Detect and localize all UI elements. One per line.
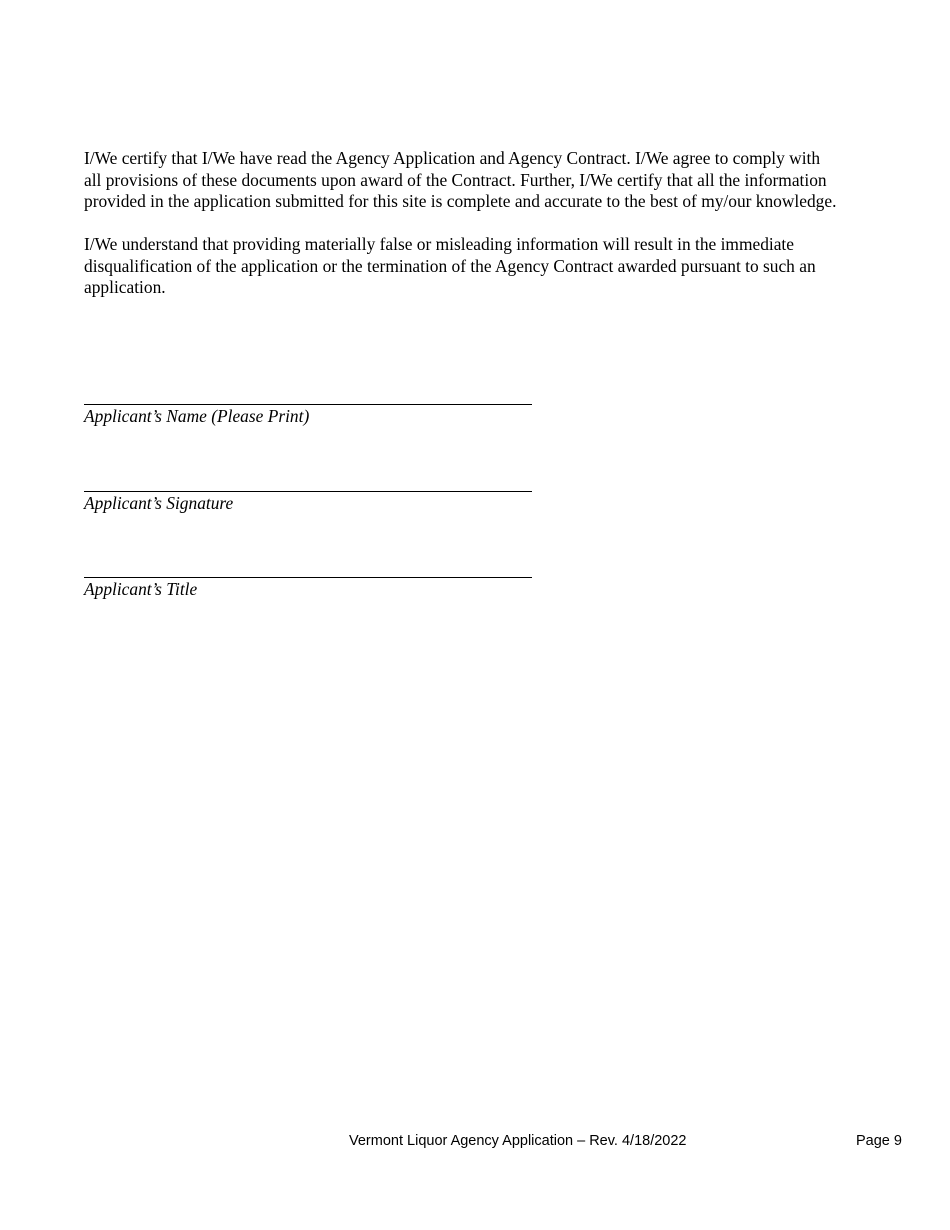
applicant-signature-line [84,491,532,492]
footer-document-title: Vermont Liquor Agency Application – Rev. 4/18/2022 [349,1133,687,1149]
applicant-title-label: Applicant’s Title [84,579,198,599]
applicant-signature-field [84,491,532,514]
footer-page-number: Page 9 [856,1133,902,1149]
applicant-title-field [84,577,532,600]
certification-paragraph: I/We certify that I/We have read the Agency Application and Agency Contract. I/We agree to comply with all provisions of these documents upon award of the Contract. Further, I/We certify that all the information provided in the application submitted for this site is complete and accurate to the best of my/our knowledge. [84,148,837,211]
applicant-name-line [84,404,532,405]
applicant-title-line [84,577,532,578]
applicant-signature-label: Applicant’s Signature [84,493,234,513]
applicant-name-label: Applicant’s Name (Please Print) [84,406,310,426]
disqualification-paragraph: I/We understand that providing materially false or misleading information will result in the immediate disqualification of the application or the termination of the Agency Contract awarded pursuant to such an application. [84,234,816,297]
applicant-name-field [84,404,532,427]
